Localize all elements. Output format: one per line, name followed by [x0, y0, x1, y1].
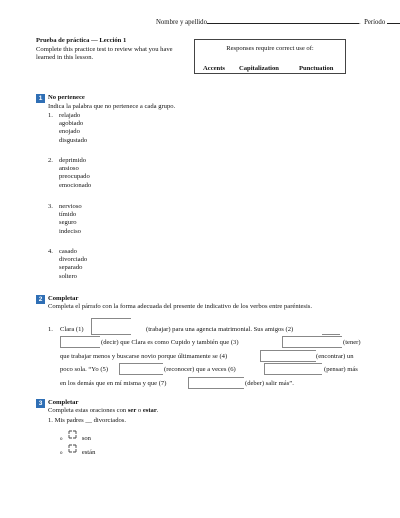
section-3-question: 1. Mis padres __ divorciados. [48, 417, 127, 424]
requirements-title: Responses require correct use of: [226, 45, 314, 52]
name-period-header: Nombre y apellido . Período [156, 17, 400, 27]
radio-bullet-icon: o [60, 437, 63, 442]
choice-word[interactable]: indeciso [59, 227, 81, 235]
section-1-title: No pertenece [48, 94, 85, 101]
paragraph-text: (decir) que Clara es como Cupido y también que (3) [101, 339, 239, 346]
choice-word[interactable]: deprimido [59, 157, 87, 164]
requirements-box [194, 39, 346, 74]
section-2-instructions: Completa el párrafo con la forma adecuada del presente de indicativo de los verbos entre paréntesis. [48, 303, 313, 310]
choice-word[interactable]: casado [59, 248, 77, 255]
answer-field-4[interactable] [260, 350, 316, 362]
paragraph-text: Clara (1) [60, 326, 84, 333]
paragraph-text: que trabajar menos y buscarse novio porque últimamente se (4) [60, 353, 228, 360]
choice-word[interactable]: enojado [59, 128, 80, 136]
answer-field-5[interactable] [119, 363, 163, 375]
paragraph-text: (trabajar) para una agencia matrimonial. Sus amigos (2) [146, 326, 294, 333]
option-son[interactable] [60, 430, 91, 443]
checkbox-icon[interactable] [68, 430, 77, 439]
paragraph-text: (deber) salir más”. [245, 380, 294, 387]
requirement-punctuation: Punctuation [299, 65, 334, 72]
test-title: Prueba de práctica — Lección 1 [36, 37, 127, 44]
section-2-number: 2 [36, 295, 45, 304]
option-estan[interactable] [60, 444, 95, 457]
paragraph-text: (pensar) más [324, 366, 358, 373]
choice-word[interactable]: ansioso [59, 165, 79, 173]
name-blank [207, 17, 359, 24]
radio-bullet-icon: o [60, 451, 63, 456]
checkbox-icon[interactable] [68, 444, 77, 453]
choice-word[interactable]: soltero [59, 272, 77, 280]
option-label: son [81, 435, 91, 442]
group-number: 4. [48, 248, 53, 255]
paragraph-text: (encontrar) un [316, 353, 354, 360]
choice-word[interactable]: seguro [59, 219, 77, 227]
answer-field-2-line [322, 334, 340, 335]
requirement-capitalization: Capitalization [239, 65, 279, 72]
choice-word[interactable]: agobiado [59, 120, 84, 128]
choice-word[interactable]: disgustado [59, 136, 88, 144]
paragraph-text: (tener) [343, 339, 361, 346]
answer-field-2[interactable] [60, 336, 100, 348]
paragraph-text: (reconocer) que a veces (6) [164, 366, 236, 373]
name-label: Nombre y apellido [156, 19, 207, 26]
test-intro: Complete this practice test to review what you have learned in this lesson. [36, 46, 173, 62]
section-3-instructions: Completa estas oraciones con ser o estar. [48, 407, 159, 414]
choice-word[interactable]: divorciado [59, 256, 88, 264]
section-3-title: Completar [48, 399, 79, 406]
answer-field-7[interactable] [188, 377, 244, 389]
option-label: están [81, 449, 96, 456]
group-number: 2. [48, 157, 53, 164]
section-1-number: 1 [36, 94, 45, 103]
paragraph-text: poco sola. “Yo (5) [60, 366, 109, 373]
period-label: Período [364, 19, 386, 26]
answer-field-1[interactable] [91, 318, 131, 335]
choice-word[interactable]: preocupado [59, 173, 90, 181]
requirement-accents: Accents [203, 65, 225, 72]
paragraph-text: en los demás que en mí misma y que (7) [60, 380, 167, 387]
answer-field-3[interactable] [282, 336, 342, 348]
item-number: 1. [48, 326, 53, 333]
choice-word[interactable]: nervioso [59, 203, 82, 210]
group-number: 1. [48, 112, 53, 119]
period-blank [387, 17, 400, 24]
section-3-number: 3 [36, 399, 45, 408]
group-number: 3. [48, 203, 53, 210]
choice-word[interactable]: relajado [59, 112, 81, 119]
choice-word[interactable]: separado [59, 264, 83, 272]
choice-word[interactable]: emocionado [59, 181, 92, 189]
section-2-title: Completar [48, 295, 79, 302]
choice-word[interactable]: tímido [59, 211, 77, 219]
answer-field-6[interactable] [264, 363, 322, 375]
section-1-instructions: Indica la palabra que no pertenece a cada grupo. [48, 103, 176, 110]
